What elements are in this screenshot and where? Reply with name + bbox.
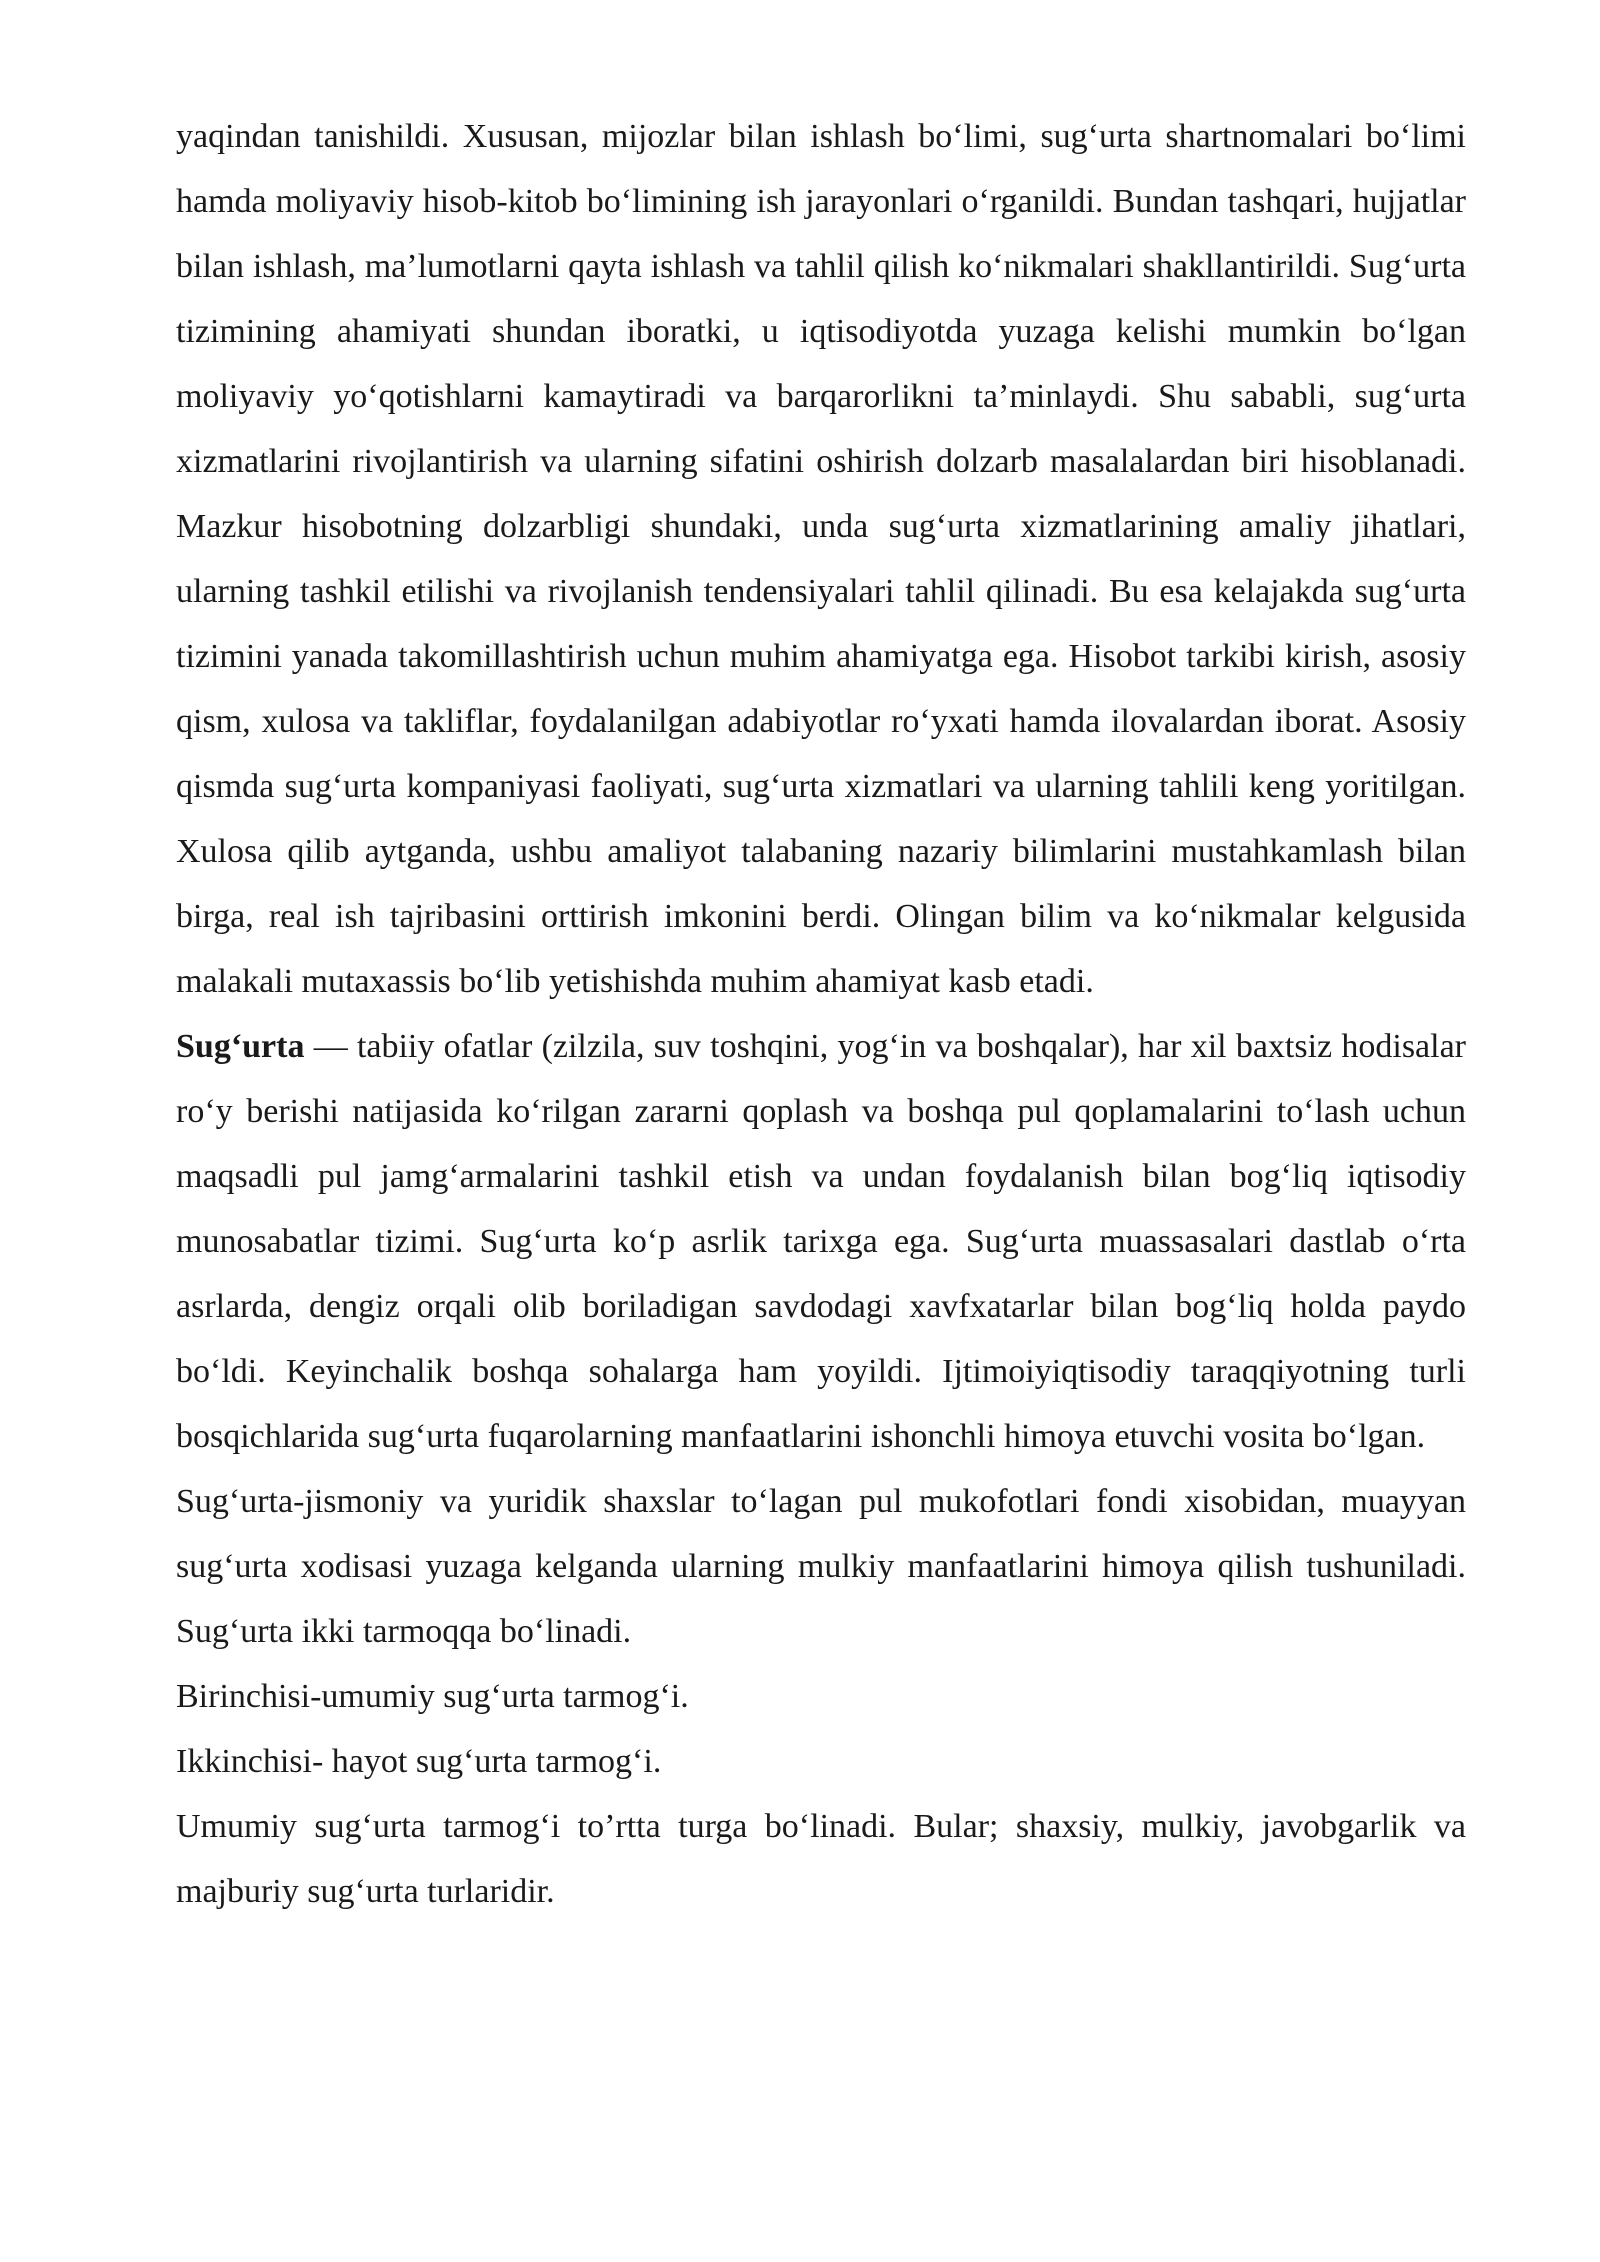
intro-paragraph: yaqindan tanishildi. Xususan, mijozlar bilan ishlash bo‘limi, sug‘urta shartnomalari bo‘limi hamda moliyaviy hisob-kitob bo‘limining ish jarayonlari o‘rganildi. Bundan tashqari, hujjatlar bilan ishlash, ma’lumotlarni qayta ishlash va tahlil qilish ko‘nikmalari shakllantirildi. Sug‘urta tizimining ahamiyati shundan iboratki, u iqtisodiyotda yuzaga kelishi mumkin bo‘lgan moliyaviy yo‘qotishlarni kamaytiradi va barqarorlikni ta’minlaydi. Shu sababli, sug‘urta xizmatlarini rivojlantirish va ularning sifatini oshirish dolzarb masalalardan biri hisoblanadi. Mazkur hisobotning dolzarbligi shundaki, unda sug‘urta xizmatlarining amaliy jihatlari, ularning tashkil etilishi va rivojlanish tendensiyalari tahlil qilinadi. Bu esa kelajakda sug‘urta tizimini yanada takomillashtirish uchun muhim ahamiyatga ega. Hisobot tarkibi kirish, asosiy qism, xulosa va takliflar, foydalanilgan adabiyotlar ro‘yxati hamda ilovalardan iborat. Asosiy qismda sug‘urta kompaniyasi faoliyati, sug‘urta xizmatlari va ularning tahlili keng yoritilgan. Xulosa qilib aytganda, ushbu amaliyot talabaning nazariy bilimlarini mustahkamlash bilan birga, real ish tajribasini orttirish imkonini berdi. Olingan bilim va ko‘nikmalar kelgusida malakali mutaxassis bo‘lib yetishishda muhim ahamiyat kasb etadi. bbox=[176, 118, 1466, 1000]
types-paragraph: Umumiy sug‘urta tarmog‘i to’rtta turga bo‘linadi. Bular; shaxsiy, mulkiy, javobgarlik va majburiy sug‘urta turlaridir. bbox=[176, 1808, 1466, 1910]
definition-term: Sug‘urta bbox=[176, 1028, 305, 1065]
document-page bbox=[176, 104, 1466, 1924]
funds-paragraph: Sug‘urta-jismoniy va yuridik shaxslar to‘lagan pul mukofotlari fondi xisobidan, muayyan sug‘urta xodisasi yuzaga kelganda ularning mulkiy manfaatlarini himoya qilish tushuniladi. Sug‘urta ikki tarmoqqa bo‘linadi. bbox=[176, 1483, 1466, 1650]
definition-text: — tabiiy ofatlar (zilzila, suv toshqini, yog‘in va boshqalar), har xil baxtsiz hodisalar ro‘y berishi natijasida ko‘rilgan zararni qoplash va boshqa pul qoplamalarini to‘lash uchun maqsadli pul jamg‘armalarini tashkil etish va undan foydalanish bilan bog‘liq iqtisodiy munosabatlar tizimi. Sug‘urta ko‘p asrlik tarixga ega. Sug‘urta muassasalari dastlab o‘rta asrlarda, dengiz orqali olib boriladigan savdodagi xavfxatarlar bilan bog‘liq holda paydo bo‘ldi. Keyinchalik boshqa sohalarga ham yoyildi. Ijtimoiyiqtisodiy taraqqiyotning turli bosqichlarida sug‘urta fuqarolarning manfaatlarini ishonchli himoya etuvchi vosita bo‘lgan. bbox=[176, 1028, 1466, 1455]
definition-paragraph bbox=[176, 1014, 1466, 1469]
branch-two-paragraph: Ikkinchisi- hayot sug‘urta tarmog‘i. bbox=[176, 1743, 662, 1780]
branch-one-paragraph: Birinchisi-umumiy sug‘urta tarmog‘i. bbox=[176, 1678, 689, 1715]
